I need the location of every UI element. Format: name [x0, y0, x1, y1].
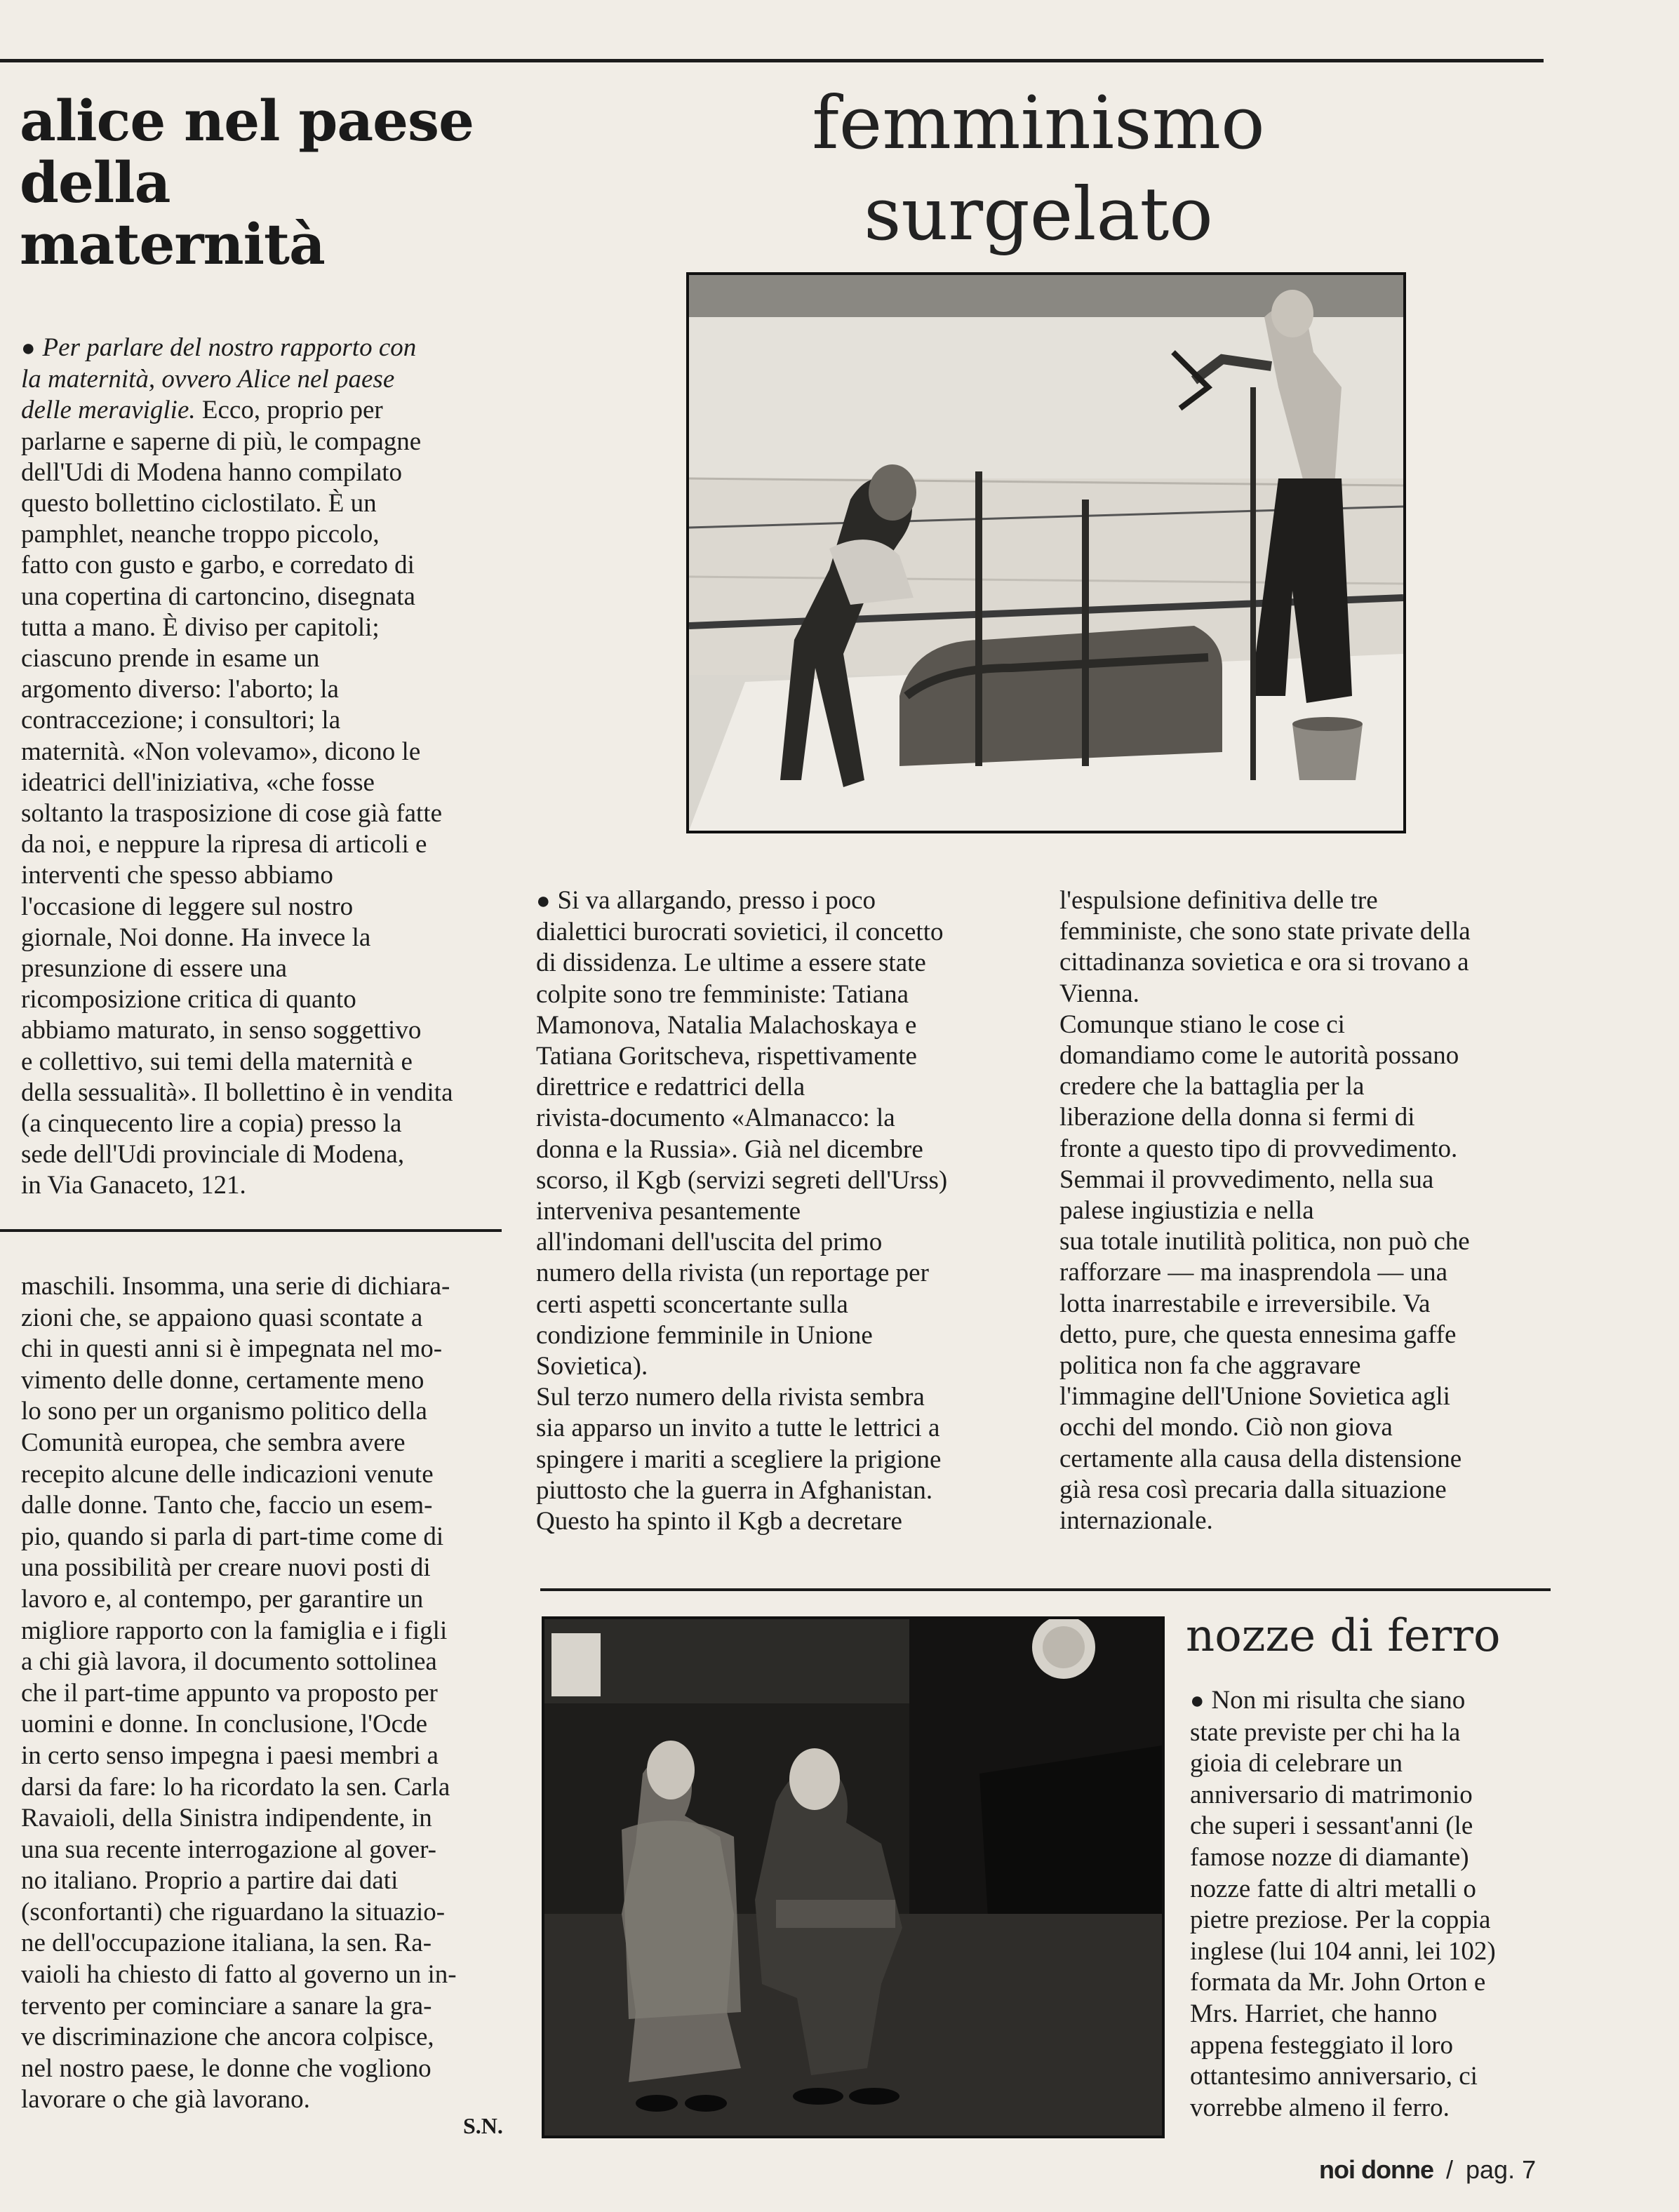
couple-photo [542, 1616, 1165, 2138]
bullet-icon: ● [1190, 1688, 1205, 1714]
article3-divider [540, 1588, 1551, 1591]
article2-col2: l'espulsione definitiva delle tre femministe, che sono state private della cittadinanza sovietica e ora si trovano a Vienna. Comunque stiano le cose ci domandiamo come le autorità possano credere che la battaglia per la liberazione della donna si fermi di fronte a questo tipo di provvedimento. Semmai il provvedimento, nella sua palese ingiustizia e nella sua totale inutilità politica, non può che rafforzare — ma inasprendola — una lotta inarrestabile e irreversibile. Va detto, pure, che questa ennesima gaffe politica non fa che aggravare l'immagine dell'Unione Sovietica agli occhi del mondo. Ciò non giova certamente alla causa della distensione già resa così precaria dalla situazione internazionale. [1059, 886, 1471, 1536]
page-footer [1319, 2155, 1536, 2185]
article1-body: ● Per parlare del nostro rapporto con la maternità, ovvero Alice nel paese delle meraviglie. Ecco, proprio per parlarne e saperne di più, le compagne dell'Udi di Modena hanno compilato questo bollettino ciclostilato. È un pamphlet, neanche troppo piccolo, fatto con gusto e garbo, e corredato di una copertina di cartoncino, disegnata tutta a mano. È diviso per capitoli; ciascuno prende in esame un argomento diverso: l'aborto; la contraccezione; i consultori; la maternità. «Non volevamo», dicono le ideatrici dell'iniziativa, «che fosse soltanto la trasposizione di cose già fatte da noi, e neppure la ripresa di articoli e interventi che spesso abbiamo l'occasione di leggere sul nostro giornale, Noi donne. Ha invece la presunzione di essere una ricomposizione critica di quanto abbiamo maturato, in senso soggettivo e collettivo, sui temi della maternità e della sessualità». Il bollettino è in vendita (a cinquecento lire a copia) presso la sede dell'Udi provinciale di Modena, in Via Ganaceto, 121. [21, 333, 453, 1200]
construction-photo-graphic [689, 275, 1403, 831]
article2-title: femminismo surgelato [812, 80, 1265, 257]
construction-photo [686, 272, 1406, 833]
article2-col1: ● Si va allargando, presso i poco dialettici burocrati sovietici, il concetto di dissidenza. Le ultime a essere state colpite sono tre femministe: Tatiana Mamonova, Natalia Malachoskaya e Tatiana Goritscheva, rispettivamente direttrice e redattrici della rivista-documento «Almanacco: la donna e la Russia». Già nel dicembre scorso, il Kgb (servizi segreti dell'Urss) interveniva pesantemente all'indomani dell'uscita del primo numero della rivista (un reportage per certi aspetti sconcertante sulla condizione femminile in Unione Sovietica). Sul terzo numero della rivista sembra sia apparso un invito a tutte le lettrici a spingere i mariti a scegliere la prigione piuttosto che la guerra in Afghanistan. Questo ha spinto il Kgb a decretare [536, 886, 948, 1536]
couple-photo-graphic [544, 1619, 1162, 2136]
article3-body: ● Non mi risulta che siano state previste per chi ha la gioia di celebrare un anniversario di matrimonio che superi i sessant'anni (le famose nozze di diamante) nozze fatte di altri metalli o pietre preziose. Per la coppia inglese (lui 104 anni, lei 102) formata da Mr. John Orton e Mrs. Harriet, che hanno appena festeggiato il loro ottantesimo anniversario, ci vorrebbe almeno il ferro. [1190, 1686, 1496, 2122]
top-rule [0, 59, 1544, 62]
bullet-icon: ● [536, 888, 551, 914]
bullet-icon: ● [21, 335, 36, 361]
footer-separator: / [1445, 2155, 1453, 2184]
page-number: pag. 7 [1466, 2155, 1537, 2184]
signature: S.N. [463, 2113, 503, 2138]
article3-title: nozze di ferro [1186, 1610, 1501, 1662]
magazine-name: noi donne [1319, 2155, 1433, 2184]
article1-title: alice nel paese della maternità [20, 88, 474, 277]
continuation-column: maschili. Insomma, una serie di dichiara- zioni che, se appaiono quasi scontate a chi in questi anni si è impegnata nel mo- vimento delle donne, certamente meno lo sono per un organismo politico della Comunità europea, che sembra avere recepito alcune delle indicazioni venute dalle donne. Tanto che, faccio un esem- pio, quando si parla di part-time come di una possibilità per creare nuovi posti di lavoro e, al contempo, per garantire un migliore rapporto con la famiglia e i figli a chi già lavora, il documento sottolinea che il part-time appunto va proposto per uomini e donne. In conclusione, l'Ocde in certo senso impegna i paesi membri a darsi da fare: lo ha ricordato la sen. Carla Ravaioli, della Sinistra indipendente, in una sua recente interrogazione al gover- no italiano. Proprio a partire dai dati (sconfortanti) che riguardano la situazio- ne dell'occupazione italiana, la sen. Ra- vaioli ha chiesto di fatto al governo un in- tervento per cominciare a sanare la gra- ve discriminazione che ancora colpisce, nel nostro paese, le donne che vogliono lavorare o che già lavorano. [21, 1272, 457, 2114]
article1-divider [0, 1229, 502, 1232]
